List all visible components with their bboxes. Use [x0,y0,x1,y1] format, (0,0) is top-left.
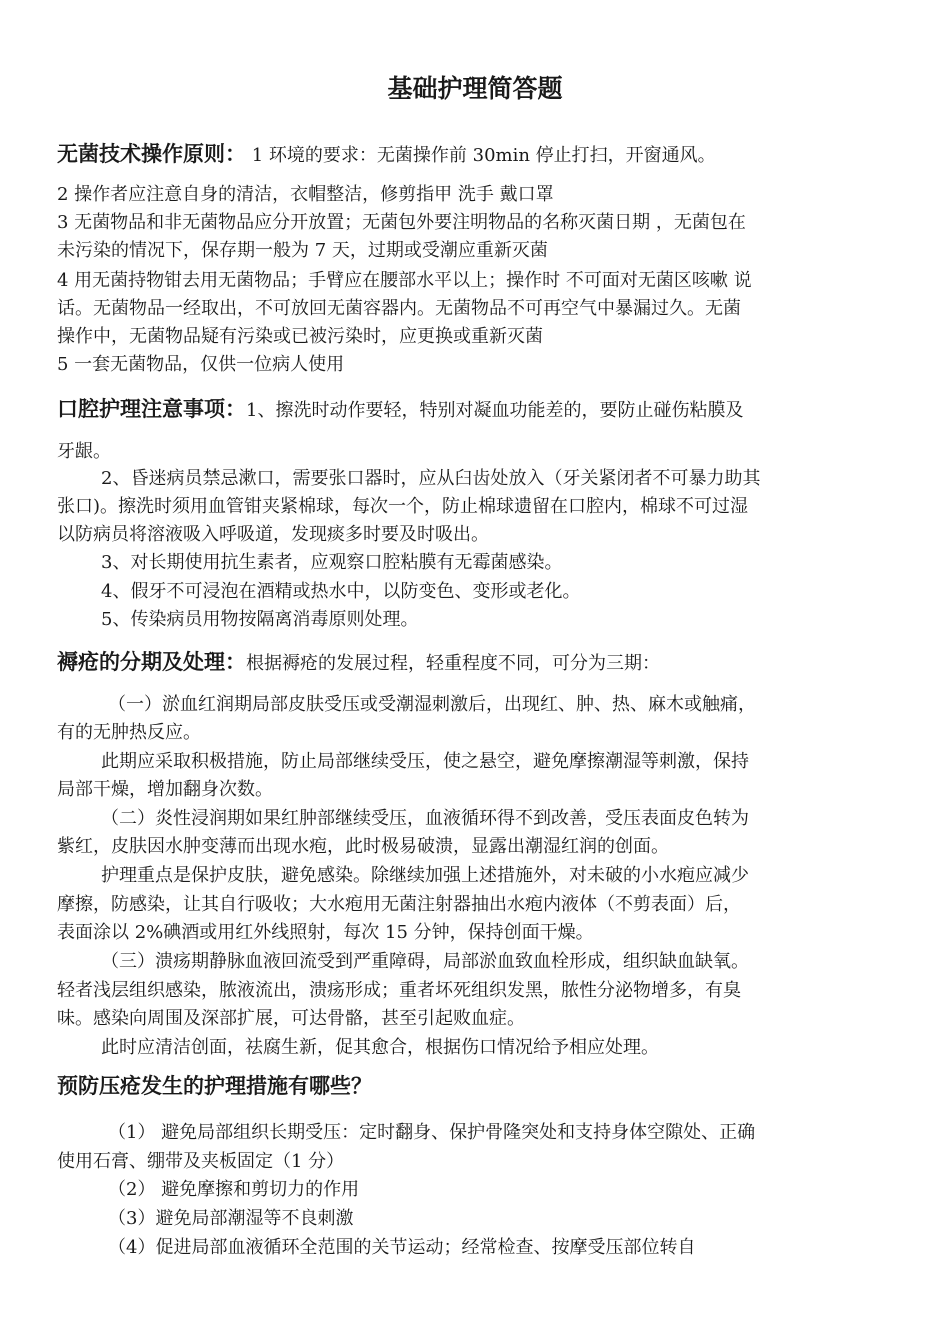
pressure-sore-line: 此期应采取积极措施，防止局部继续受压，使之悬空，避免摩擦潮湿等刺激，保持 [101,751,749,772]
section-aseptic [57,140,897,170]
section-heading-pressure-sore-stages: 褥疮的分期及处理： [57,650,246,674]
pressure-sore-line: 紫红，皮肤因水肿变薄而出现水疱，此时极易破溃，显露出潮湿红润的创面。 [57,836,669,857]
oral-care-line: 牙龈。 [57,441,111,462]
prevention-line: （3）避免局部潮湿等不良刺激 [108,1208,354,1229]
pressure-sore-line: （一）淤血红润期局部皮肤受压或受潮湿刺激后，出现红、肿、热、麻木或触痛， [108,694,756,715]
oral-care-line: 2、昏迷病员禁忌漱口，需要张口器时，应从臼齿处放入（牙关紧闭者不可暴力助其 [101,468,761,489]
section-heading-prevention: 预防压疮发生的护理措施有哪些？ [57,1074,372,1098]
aseptic-line: 未污染的情况下，保存期一般为 7 天，过期或受潮应重新灭菌 [57,240,548,261]
pressure-sore-line: 表面涂以 2%碘酒或用红外线照射，每次 15 分钟，保持创面干燥。 [57,922,594,943]
prevention-line: （2） 避免摩擦和剪切力的作用 [108,1179,360,1200]
pressure-sore-line: 局部干燥，增加翻身次数。 [57,779,273,800]
pressure-sore-line: 护理重点是保护皮肤，避免感染。除继续加强上述措施外，对未破的小水疱应减少 [101,865,749,886]
page-title: 基础护理简答题 [387,74,563,103]
oral-care-line: 3、对长期使用抗生素者，应观察口腔粘膜有无霉菌感染。 [101,552,563,573]
prevention-line: （1） 避免局部组织长期受压：定时翻身、保护骨隆突处和支持身体空隙处、正确 [108,1122,756,1143]
pressure-sore-line: 有的无肿热反应。 [57,722,201,743]
prevention-line: 使用石膏、绷带及夹板固定（1 分） [57,1151,345,1172]
pressure-sore-line: （二）炎性浸润期如果红肿部继续受压，血液循环得不到改善，受压表面皮色转为 [101,808,749,829]
oral-care-item-1: 1、擦洗时动作要轻，特别对凝血功能差的，要防止碰伤粘膜及 [246,400,744,421]
pressure-sore-line: （三）溃疡期静脉血液回流受到严重障碍，局部淤血致血栓形成，组织缺血缺氧。 [101,951,749,972]
aseptic-line: 5 一套无菌物品，仅供一位病人使用 [57,354,345,375]
aseptic-line: 3 无菌物品和非无菌物品应分开放置；无菌包外要注明物品的名称灭菌日期 ，无菌包在 [57,212,746,233]
section-pressure-sore-stages [57,648,897,678]
oral-care-line: 5、传染病员用物按隔离消毒原则处理。 [101,609,419,630]
aseptic-line: 话。无菌物品一经取出，不可放回无菌容器内。无菌物品不可再空气中暴漏过久。无菌 [57,298,741,319]
aseptic-line: 2 操作者应注意自身的清洁，衣帽整洁，修剪指甲 洗手 戴口罩 [57,184,554,205]
pressure-sore-line: 此时应清洁创面，祛腐生新，促其愈合，根据伤口情况给予相应处理。 [101,1037,659,1058]
section-heading-oral-care: 口腔护理注意事项： [57,397,246,421]
oral-care-line: 以防病员将溶液吸入呼吸道，发现痰多时要及时吸出。 [57,524,489,545]
aseptic-item-1: 1 环境的要求：无菌操作前 30min 停止打扫，开窗通风。 [246,145,716,166]
aseptic-line: 4 用无菌持物钳去用无菌物品；手臂应在腰部水平以上；操作时 不可面对无菌区咳嗽 说 [57,270,752,291]
prevention-line: （4）促进局部血液循环全范围的关节运动；经常检查、按摩受压部位转自 [108,1237,696,1258]
oral-care-line: 4、假牙不可浸泡在酒精或热水中，以防变色、变形或老化。 [101,581,581,602]
section-oral-care [57,395,897,425]
pressure-sore-line: 味。感染向周围及深部扩展，可达骨骼，甚至引起败血症。 [57,1008,525,1029]
section-heading-aseptic: 无菌技术操作原则： [57,142,246,166]
oral-care-line: 张口)。擦洗时须用血管钳夹紧棉球，每次一个，防止棉球遗留在口腔内，棉球不可过湿 [57,496,749,517]
pressure-sore-line: 摩擦，防感染，让其自行吸收；大水疱用无菌注射器抽出水疱内液体（不剪表面）后， [57,894,741,915]
aseptic-line: 操作中，无菌物品疑有污染或已被污染时，应更换或重新灭菌 [57,326,543,347]
pressure-sore-line: 轻者浅层组织感染，脓液流出，溃疡形成；重者坏死组织发黑，脓性分泌物增多，有臭 [57,980,741,1001]
pressure-sore-intro: 根据褥疮的发展过程，轻重程度不同，可分为三期： [246,653,660,674]
